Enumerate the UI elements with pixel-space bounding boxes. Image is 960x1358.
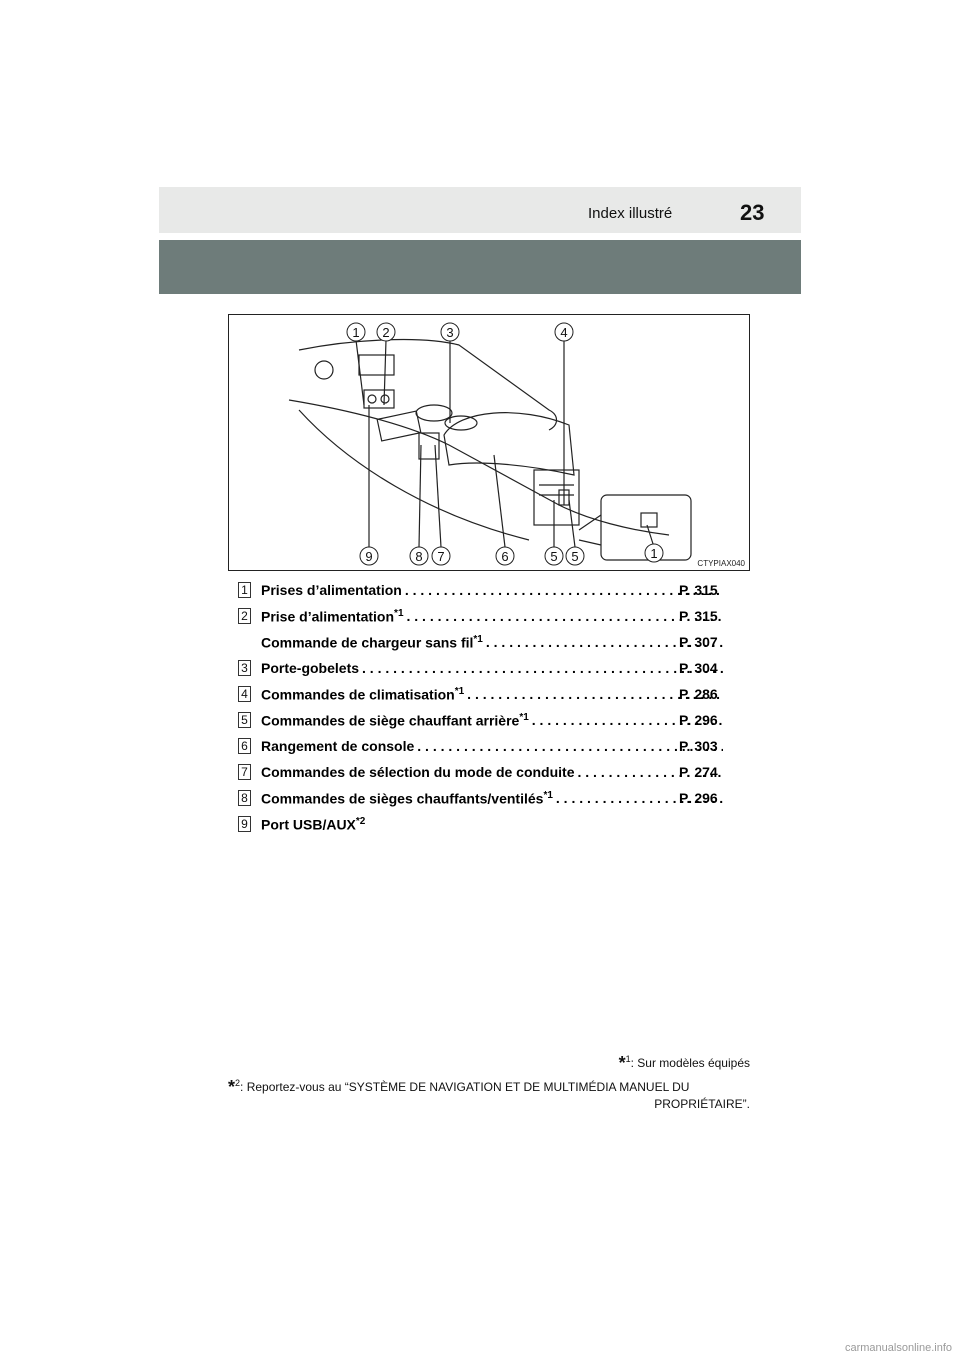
callout-5b: 5: [571, 549, 579, 564]
item-label: Porte-gobelets: [261, 660, 360, 676]
item-number: 6: [238, 738, 251, 754]
cup-holder-1: [416, 405, 452, 421]
item-footnote-mark: *1: [454, 686, 465, 697]
item-label: Prise d’alimentation: [261, 608, 395, 625]
list-item: [238, 578, 758, 604]
rear-vent: [534, 470, 579, 525]
footnote-star: *: [228, 1077, 236, 1097]
figure-code: CTYPIAX040: [697, 559, 745, 568]
callout-7: 7: [437, 549, 445, 564]
item-footnote-mark: *1: [519, 712, 529, 723]
charger-pad: [377, 411, 421, 441]
list-item: [238, 786, 758, 812]
callout-3: 3: [446, 325, 454, 340]
footnote-number: 2: [235, 1078, 241, 1088]
footnote-star: *: [618, 1053, 626, 1073]
item-number: 8: [238, 790, 251, 806]
page-ref: P. 304: [679, 660, 718, 676]
callout-5a: 5: [550, 549, 558, 564]
page-ref: P. 315: [679, 608, 718, 624]
footnote-text-continued: PROPRIÉTAIRE”.: [654, 1097, 750, 1111]
item-number: 9: [238, 816, 251, 832]
page-ref: P. 296: [679, 712, 718, 728]
callout-6: 6: [501, 549, 509, 564]
page-ref: P. 286: [679, 686, 718, 702]
armrest: [444, 413, 574, 475]
footnote-2: [228, 1075, 750, 1113]
item-footnote-mark: *2: [355, 816, 366, 827]
item-footnote-mark: *1: [473, 634, 483, 645]
title-band: [159, 240, 801, 294]
list-item: [238, 682, 758, 708]
inset-outlet: [641, 513, 657, 527]
footnote-number: 1: [625, 1054, 631, 1064]
footnote-text: : Sur modèles équipés: [630, 1056, 750, 1070]
item-number: 5: [238, 712, 251, 728]
item-label: Commandes de sélection du mode de conduite: [261, 764, 575, 780]
console-side: [289, 400, 669, 535]
callout-1-inset: 1: [650, 546, 658, 561]
page-ref: P. 303: [679, 738, 718, 754]
callout-4: 4: [560, 325, 568, 340]
footnote-text: : Reportez-vous au “SYSTÈME DE NAVIGATION ET DE MULTIMÉDIA MANUEL DU: [240, 1080, 690, 1094]
section-title: Index illustré: [588, 205, 673, 222]
item-label: Commandes de climatisation: [261, 686, 455, 703]
page-ref: P. 274: [679, 764, 718, 780]
callout-9: 9: [365, 549, 373, 564]
list-item: [238, 656, 758, 682]
console-drawing: [229, 315, 749, 570]
item-label: Prises d’alimentation: [261, 582, 402, 598]
item-label: Rangement de console: [261, 738, 415, 754]
page-ref: P. 315: [679, 582, 718, 598]
item-footnote-mark: *1: [394, 608, 404, 619]
list-item: [238, 812, 758, 838]
header-bar: [159, 187, 801, 233]
item-number: 3: [238, 660, 251, 676]
knob: [315, 361, 333, 379]
callout-1: 1: [352, 325, 360, 340]
list-item: [238, 760, 758, 786]
list-item: [238, 734, 758, 760]
console-illustration: [228, 314, 750, 571]
list-item: [238, 630, 758, 656]
page-number: 23: [740, 200, 765, 225]
item-number: 1: [238, 582, 251, 598]
item-footnote-mark: *1: [543, 790, 553, 801]
item-number: 2: [238, 608, 251, 624]
item-number: 7: [238, 764, 251, 780]
item-label: Commande de chargeur sans fil: [261, 634, 474, 651]
index-list: [238, 578, 758, 838]
page-ref: P. 296: [679, 790, 718, 806]
item-label: Commandes de sièges chauffants/ventilés: [261, 790, 544, 807]
page-ref: P. 307: [679, 634, 718, 650]
inset-pointer: [579, 515, 601, 545]
dashboard-edge: [299, 340, 557, 430]
footnote-1: [619, 1053, 750, 1074]
item-label: Commandes de siège chauffant arrière: [261, 712, 520, 729]
item-label: Port USB/AUX: [261, 816, 356, 833]
callout-2: 2: [382, 325, 390, 340]
list-item: [238, 708, 758, 734]
screen: [359, 355, 394, 375]
lower-edge: [299, 410, 529, 540]
list-item: [238, 604, 758, 630]
item-number: 4: [238, 686, 251, 702]
watermark: carmanualsonline.info: [844, 1342, 952, 1354]
callout-8: 8: [415, 549, 423, 564]
